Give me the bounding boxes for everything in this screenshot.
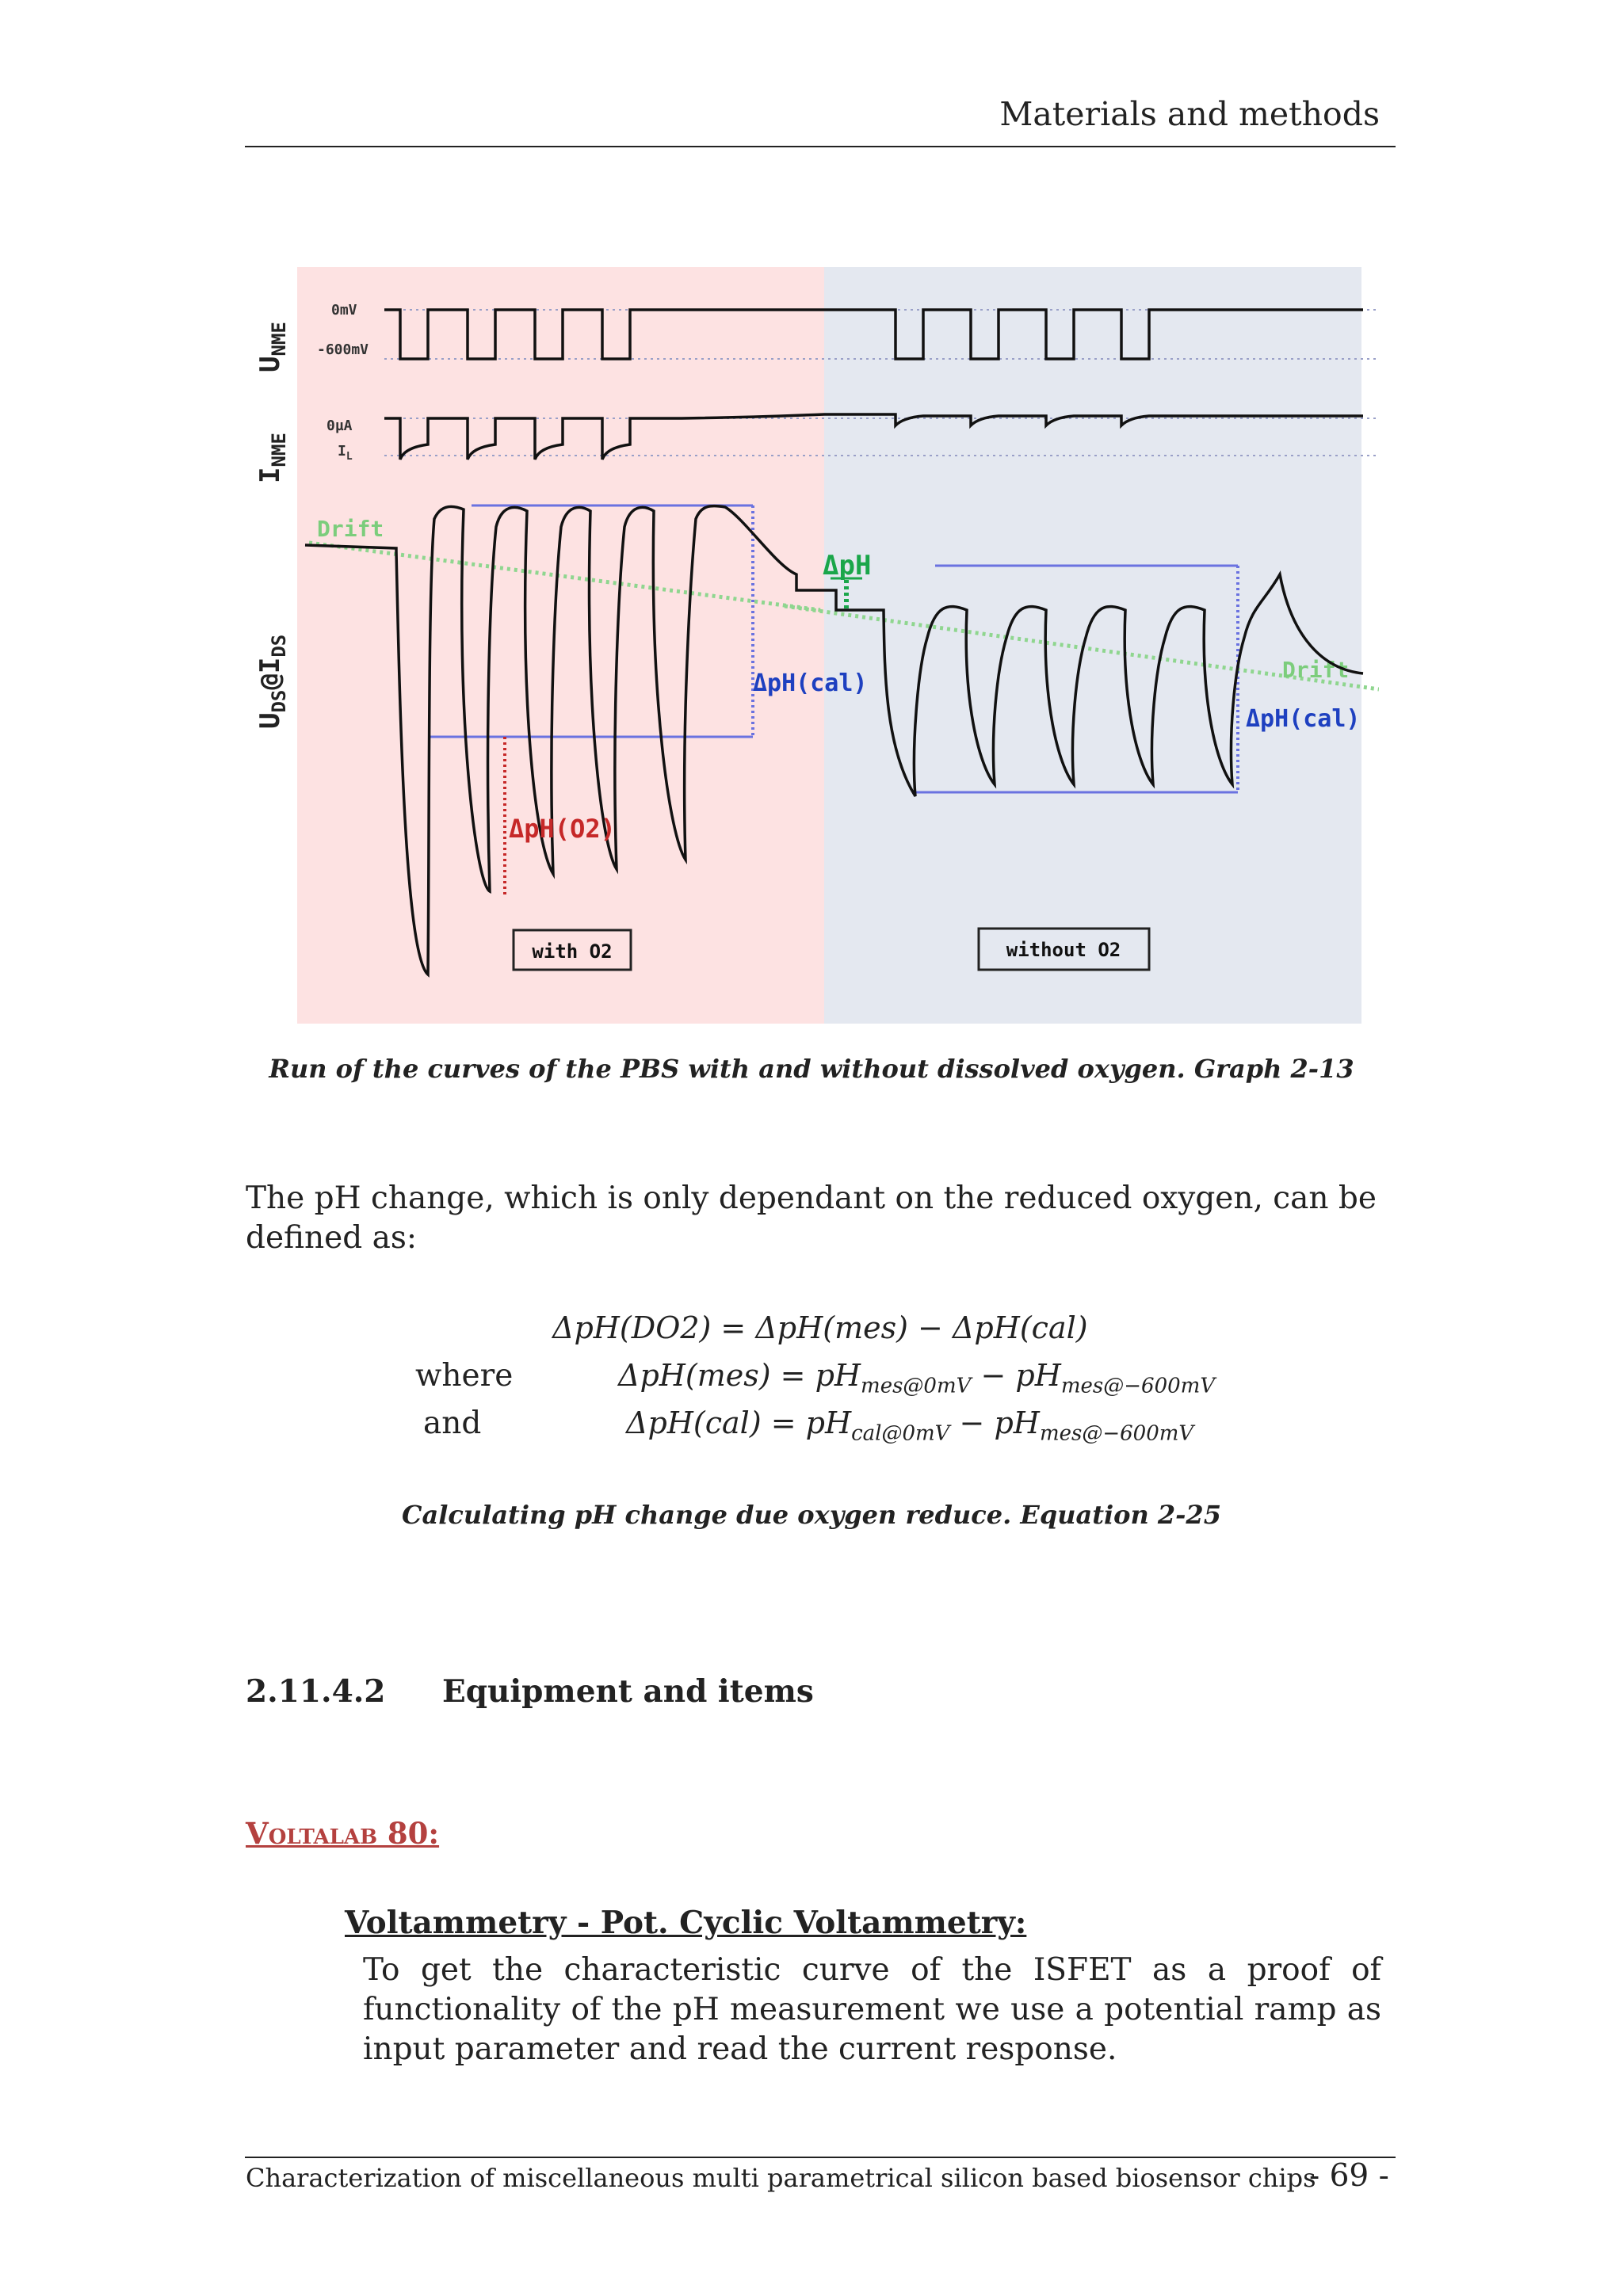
section-number: 2.11.4.2 <box>246 1673 386 1710</box>
running-header: Materials and methods <box>999 95 1380 133</box>
dph-cal-label-right: ΔpH(cal) <box>1246 705 1361 733</box>
without-o2-background <box>824 267 1361 1024</box>
zero-ua-label: 0µA <box>327 418 353 434</box>
equation-where: $\Delta pH(mes) = pH_{mes@0mV} - pH_{mes@-600mV}$ <box>618 1358 1216 1398</box>
footer-rule <box>245 2157 1396 2158</box>
voltammetry-subheading: Voltammetry - Pot. Cyclic Voltammetry: <box>345 1905 1027 1941</box>
figure-caption: Run of the curves of the PBS with and without dissolved oxygen. Graph 2-13 <box>269 1054 1354 1084</box>
dph-o2-label: ΔpH(O2) <box>509 814 616 844</box>
without-o2-box-label: without O2 <box>1006 939 1121 961</box>
minus-600mv-label: -600mV <box>317 341 369 358</box>
with-o2-box-label: with O2 <box>532 940 613 963</box>
footer-title: Characterization of miscellaneous multi parametrical silicon based biosensor chips <box>246 2163 1316 2193</box>
equation-and-label: and <box>423 1405 482 1441</box>
section-title: Equipment and items <box>442 1673 814 1710</box>
voltalab-heading: Voltalab 80: <box>246 1816 440 1851</box>
intro-paragraph: The pH change, which is only dependant on the reduced oxygen, can be defined as: <box>246 1180 1377 1256</box>
equation-and: $\Delta pH(cal) = pH_{cal@0mV} - pH_{mes@-600mV}$ <box>626 1405 1194 1446</box>
equation-caption: Calculating pH change due oxygen reduce. Equation 2-25 <box>402 1500 1221 1530</box>
il-label: $I_L$ <box>338 443 353 463</box>
header-rule <box>245 146 1396 147</box>
voltammetry-paragraph: To get the characteristic curve of the ISFET as a proof of functionality of the pH measurement we use a potential ramp as input parameter and read the current response. <box>363 1952 1381 2067</box>
with-o2-background <box>297 267 824 1024</box>
page-number: - 69 - <box>1309 2158 1389 2194</box>
zero-mv-label: 0mV <box>331 302 357 318</box>
equation-where-label: where <box>415 1358 514 1394</box>
uds-ids-axis-label: $U_{DS}@I_{DS}$ <box>254 634 290 729</box>
oxygen-graph <box>238 257 1379 1034</box>
dph-cal-label-left: ΔpH(cal) <box>753 669 868 697</box>
i-nme-axis-label: $I_{NME}$ <box>254 433 290 483</box>
drift-label-left: Drift <box>317 516 384 542</box>
oxygen-graph-figure <box>238 257 1379 1034</box>
u-nme-axis-label: $U_{NME}$ <box>254 322 290 372</box>
dph-label: ΔpH <box>823 550 872 582</box>
equation-main: ΔpH(DO2) = ΔpH(mes) − ΔpH(cal) <box>552 1310 1088 1345</box>
drift-label-right: Drift <box>1282 657 1350 683</box>
